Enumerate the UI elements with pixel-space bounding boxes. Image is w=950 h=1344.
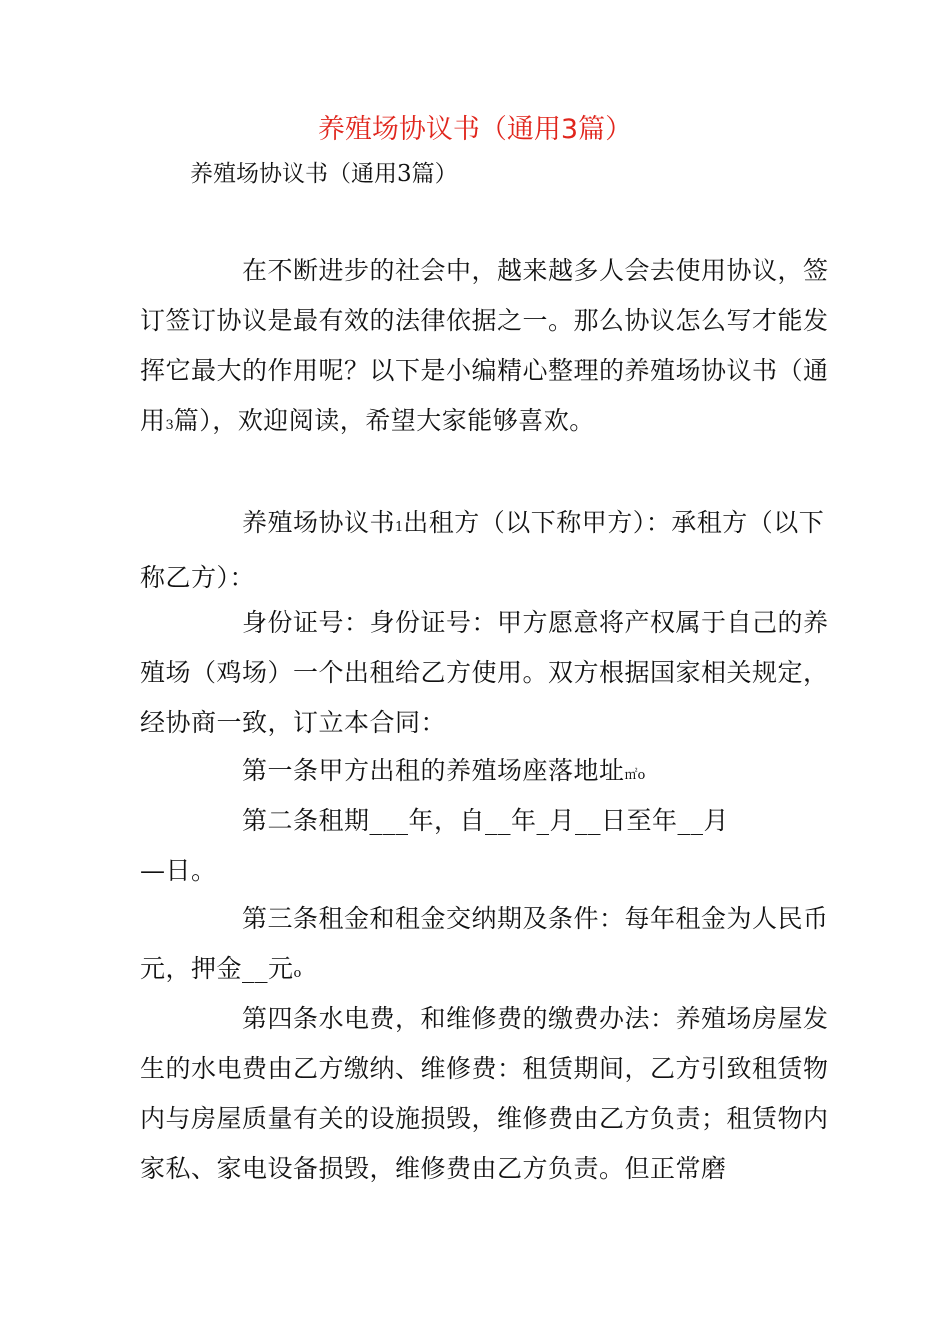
paragraph-text: 第一条甲方出租的养殖场座落地址 <box>242 756 625 785</box>
paragraph-article-4 <box>140 994 830 1194</box>
paragraph-text: 第二条租期___年，自__年_月__日至年__月 —日。 <box>140 806 730 885</box>
document-title: 养殖场协议书（通用3篇） <box>317 114 633 145</box>
paragraph-small-text: ㎡o <box>624 768 646 783</box>
paragraph-text: 身份证号：身份证号：甲方愿意将产权属于自己的养殖场（鸡场）一个出租给乙方使用。双方根据国家相关规定，经协商一致，订立本合同： <box>140 608 829 737</box>
paragraph-small-text: 3 <box>165 418 174 433</box>
paragraph-parties <box>140 498 830 603</box>
paragraph-text: 篇），欢迎阅读，希望大家能够喜欢。 <box>173 406 595 435</box>
paragraph-text: 出租方（以下称甲方）：承租方（以下称乙方）： <box>140 508 825 592</box>
paragraph-small-text: 1 <box>395 520 404 535</box>
document-subtitle: 养殖场协议书（通用3篇） <box>190 161 458 187</box>
paragraph-intro <box>140 246 830 451</box>
paragraph-text: 第三条租金和租金交纳期及条件：每年租金为人民币元，押金__元 <box>140 904 829 983</box>
paragraph-article-3 <box>140 894 830 999</box>
paragraph-article-2 <box>140 796 830 896</box>
paragraph-small-text: o <box>293 966 302 981</box>
paragraph-id-numbers <box>140 598 830 748</box>
paragraph-text: 第四条水电费，和维修费的缴费办法：养殖场房屋发生的水电费由乙方缴纳、维修费：租赁期间，乙方引致租赁物内与房屋质量有关的设施损毁，维修费由乙方负责；租赁物内家私、家电设备损毁，维修费由乙方负责。但正常磨 <box>140 1004 829 1183</box>
paragraph-text: 在不断进步的社会中，越来越多人会去使用协议，签订签订协议是最有效的法律依据之一。那么协议怎么写才能发挥它最大的作用呢？以下是小编精心整理的养殖场协议书（通用 <box>140 256 829 435</box>
paragraph-article-1 <box>140 746 830 801</box>
paragraph-text: 养殖场协议书 <box>242 508 396 537</box>
